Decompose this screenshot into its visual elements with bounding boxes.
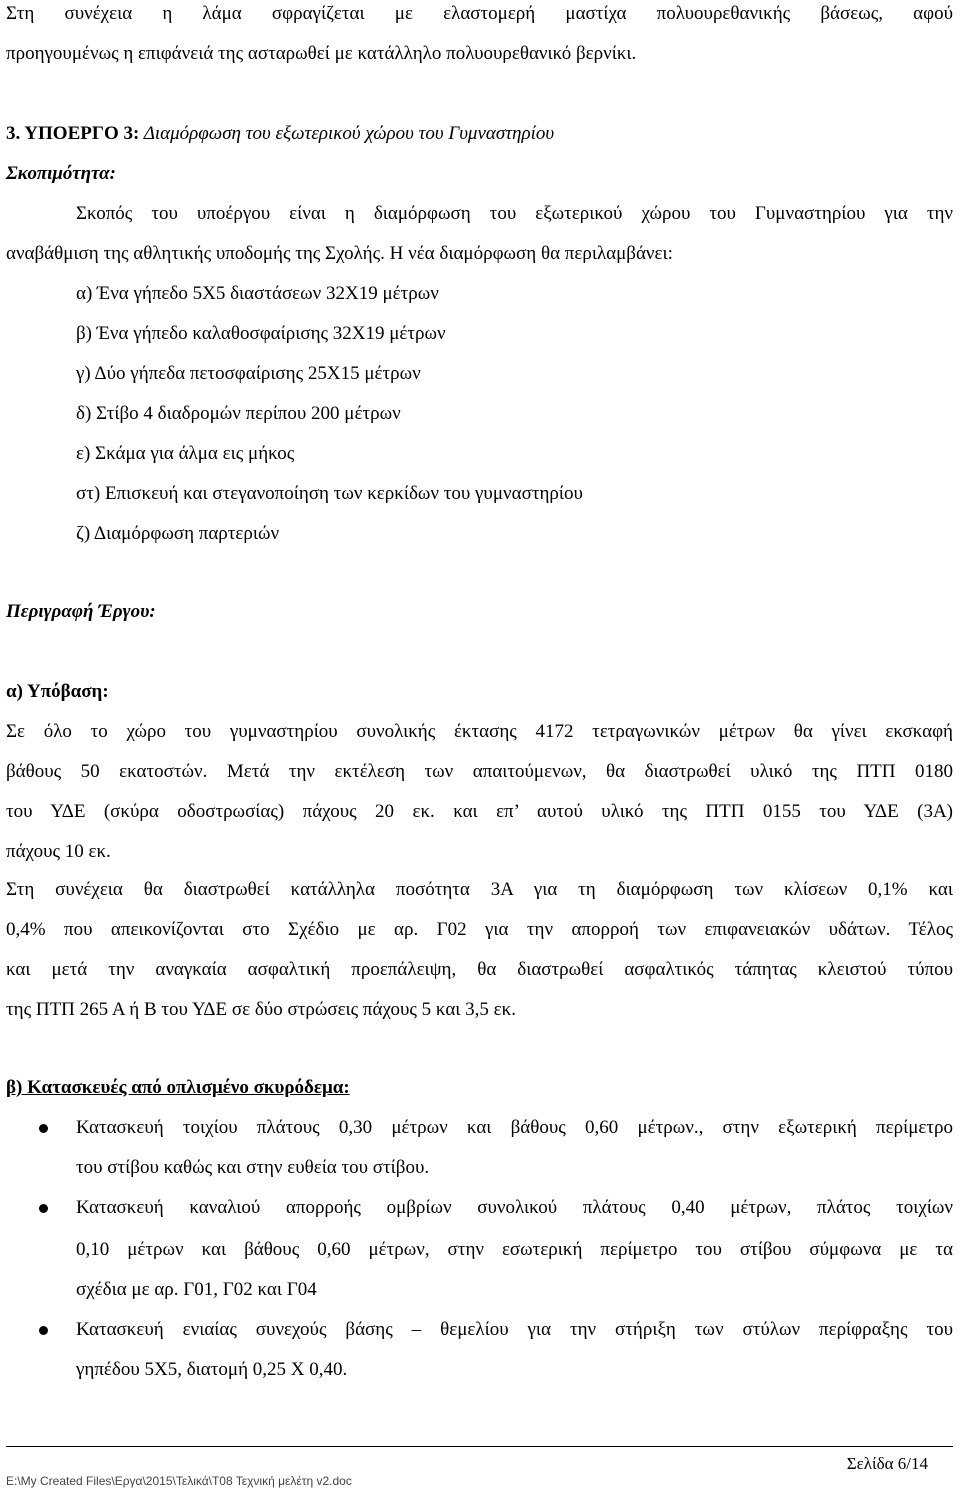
section-heading-title: Διαμόρφωση του εξωτερικού χώρου του Γυμναστηρίου — [139, 123, 555, 144]
bullet-line: γηπέδου 5Χ5, διατομή 0,25 Χ 0,40. — [76, 1359, 348, 1380]
list-item: δ) Στίβο 4 διαδρομών περίπου 200 μέτρων — [76, 403, 401, 424]
bullet-icon — [39, 1124, 48, 1133]
list-item: β) Ένα γήπεδο καλαθοσφαίρισης 32Χ19 μέτρων — [76, 323, 446, 344]
bullet-line: 0,10 μέτρων και βάθους 0,60 μέτρων, στην εσωτερική περίμετρο του στίβου σύμφωνα με τα — [76, 1239, 953, 1260]
subbase-line: του ΥΔΕ (σκύρα οδοστρωσίας) πάχους 20 εκ. και επ’ αυτού υλικό της ΠΤΠ 0155 του ΥΔΕ (3Α) — [6, 801, 953, 822]
footer-divider — [6, 1446, 953, 1447]
purpose-label: Σκοπιμότητα: — [6, 163, 117, 184]
footer-file-path: E:\My Created Files\Εργα\2015\Τελικά\Τ08 Τεχνική μελέτη v2.doc — [6, 1474, 352, 1488]
list-item: ε) Σκάμα για άλμα εις μήκος — [76, 443, 295, 464]
bullet-line: Κατασκευή ενιαίας συνεχούς βάσης – θεμελίου για την στήριξη των στύλων περίφραξης του — [76, 1319, 953, 1340]
bullet-line: σχέδια με αρ. Γ01, Γ02 και Γ04 — [76, 1279, 317, 1300]
intro-line-2: προηγουμένως η επιφάνειά της ασταρωθεί με κατάλληλο πολυουρεθανικό βερνίκι. — [6, 43, 637, 64]
subbase-line: και μετά την αναγκαία ασφαλτική προεπάλειψη, θα διαστρωθεί ασφαλτικός τάπητας κλειστού τύπου — [6, 959, 953, 980]
subbase-line: πάχους 10 εκ. — [6, 841, 111, 862]
intro-line-1: Στη συνέχεια η λάμα σφραγίζεται με ελαστομερή μαστίχα πολυουρεθανικής βάσεως, αφού — [6, 3, 953, 24]
list-item: γ) Δύο γήπεδα πετοσφαίρισης 25Χ15 μέτρων — [76, 363, 421, 384]
section-heading — [6, 124, 554, 143]
subbase-label: α) Υπόβαση: — [6, 681, 109, 702]
subbase-line: Στη συνέχεια θα διαστρωθεί κατάλληλα ποσότητα 3Α για τη διαμόρφωση των κλίσεων 0,1% και — [6, 879, 953, 900]
list-item: ζ) Διαμόρφωση παρτεριών — [76, 523, 280, 544]
subbase-line: Σε όλο το χώρο του γυμναστηρίου συνολικής έκτασης 4172 τετραγωνικών μέτρων θα γίνει εκσκαφή — [6, 721, 953, 742]
bullet-line: Κατασκευή τοιχίου πλάτους 0,30 μέτρων και βάθους 0,60 μέτρων., στην εξωτερική περίμετρο — [76, 1117, 953, 1138]
page-number: Σελίδα 6/14 — [846, 1454, 928, 1473]
description-label: Περιγραφή Έργου: — [6, 601, 156, 622]
bullet-icon — [39, 1204, 48, 1213]
list-item: στ) Επισκευή και στεγανοποίηση των κερκίδων του γυμναστηρίου — [76, 483, 583, 504]
bullet-line: του στίβου καθώς και στην ευθεία του στίβου. — [76, 1157, 430, 1178]
concrete-works-label: β) Κατασκευές από οπλισμένο σκυρόδεμα: — [6, 1077, 350, 1098]
subbase-line: 0,4% που απεικονίζονται στο Σχέδιο με αρ. Γ02 για την απορροή των επιφανειακών υδάτων. Τέλος — [6, 919, 953, 940]
list-item: α) Ένα γήπεδο 5Χ5 διαστάσεων 32Χ19 μέτρων — [76, 283, 439, 304]
section-heading-number: 3. ΥΠΟΕΡΓΟ 3: — [6, 123, 140, 144]
subbase-line: της ΠΤΠ 265 Α ή Β του ΥΔΕ σε δύο στρώσεις πάχους 5 και 3,5 εκ. — [6, 999, 516, 1020]
purpose-line-2: αναβάθμιση της αθλητικής υποδομής της Σχολής. Η νέα διαμόρφωση θα περιλαμβάνει: — [6, 243, 673, 264]
subbase-line: βάθους 50 εκατοστών. Μετά την εκτέλεση των απαιτούμενων, θα διαστρωθεί υλικό της ΠΤΠ 0180 — [6, 761, 953, 782]
bullet-line: Κατασκευή καναλιού απορροής ομβρίων συνολικού πλάτους 0,40 μέτρων, πλάτος τοιχίων — [76, 1197, 953, 1218]
bullet-icon — [39, 1326, 48, 1335]
purpose-line-1: Σκοπός του υποέργου είναι η διαμόρφωση του εξωτερικού χώρου του Γυμναστηρίου για την — [76, 203, 953, 224]
